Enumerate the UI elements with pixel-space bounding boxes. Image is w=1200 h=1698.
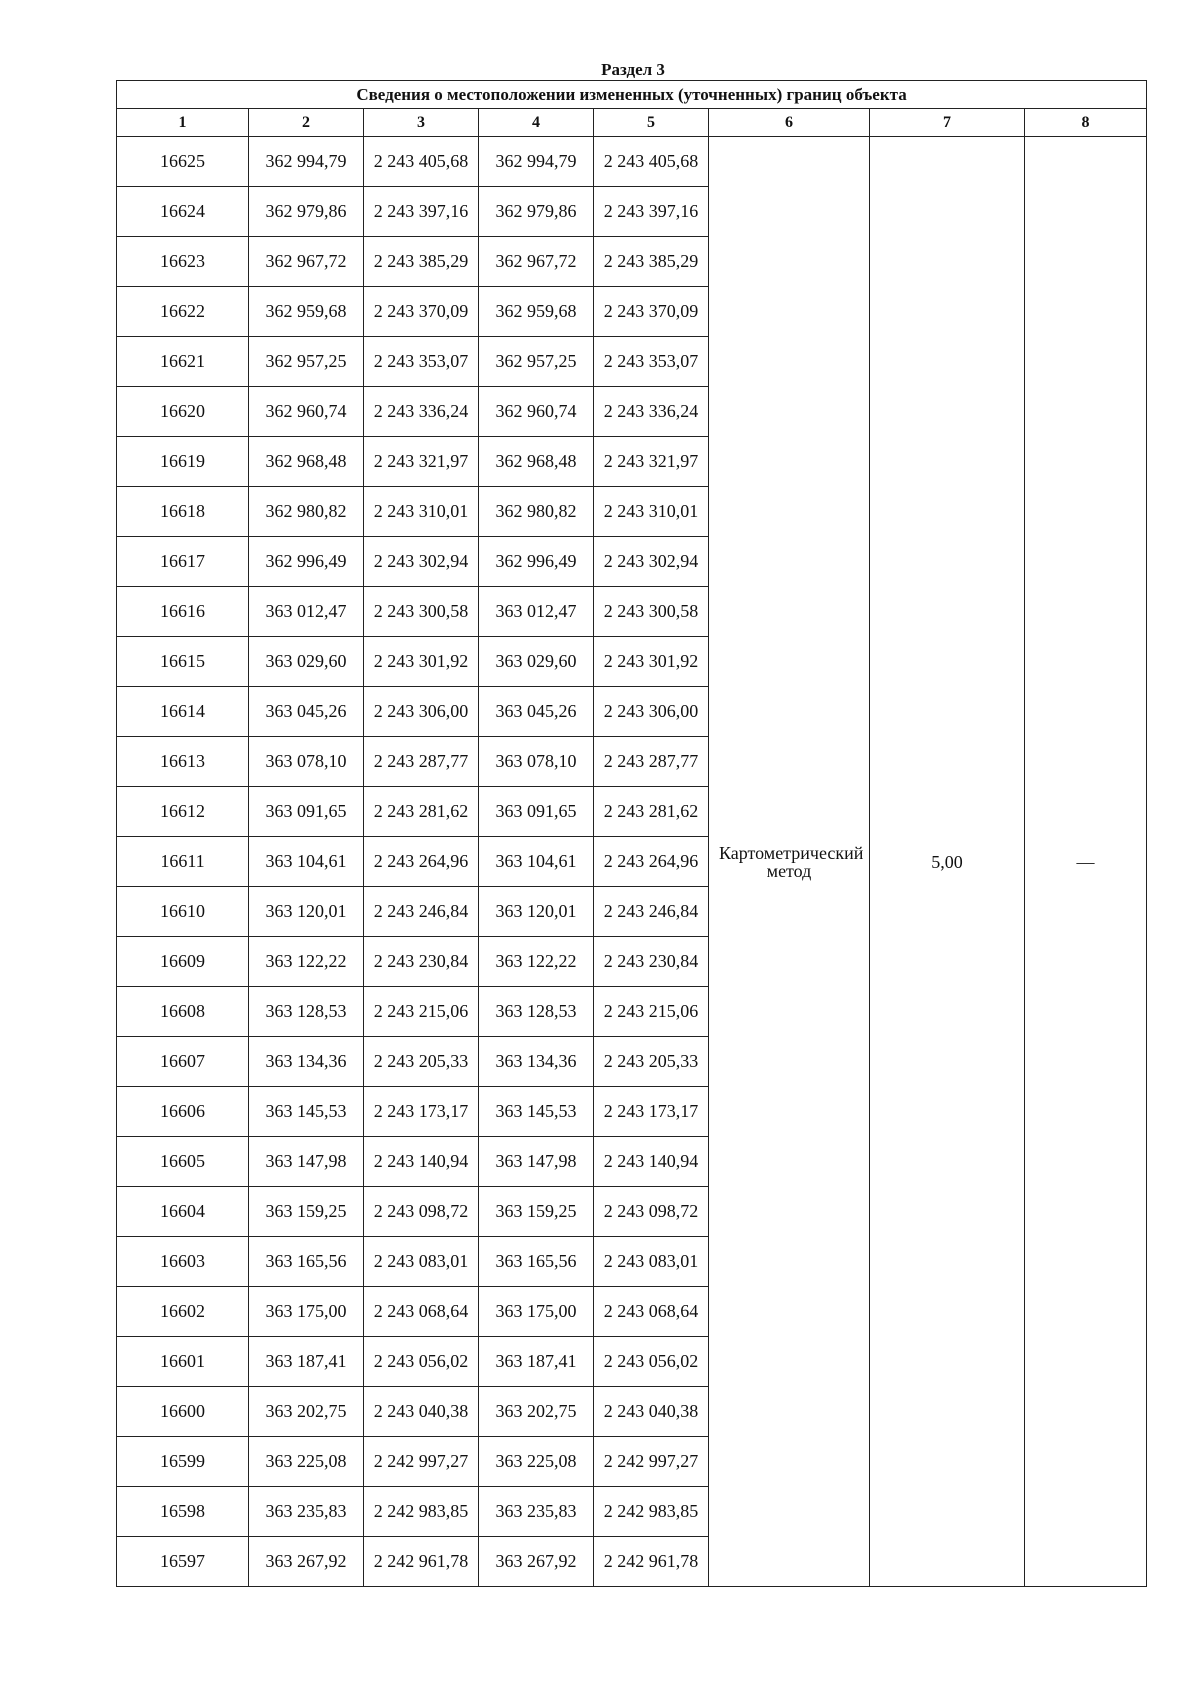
x-existing-cell: 362 957,25	[249, 337, 364, 387]
column-number-4: 4	[479, 109, 594, 137]
table-body	[117, 137, 1147, 1587]
y-existing-cell: 2 243 173,17	[364, 1087, 479, 1137]
point-number-cell: 16605	[117, 1137, 249, 1187]
y-new-cell: 2 243 302,94	[594, 537, 709, 587]
point-number-cell: 16624	[117, 187, 249, 237]
x-existing-cell: 363 147,98	[249, 1137, 364, 1187]
y-existing-cell: 2 243 246,84	[364, 887, 479, 937]
y-new-cell: 2 243 405,68	[594, 137, 709, 187]
point-number-cell: 16617	[117, 537, 249, 587]
y-existing-cell: 2 243 385,29	[364, 237, 479, 287]
y-existing-cell: 2 242 983,85	[364, 1487, 479, 1537]
x-existing-cell: 363 012,47	[249, 587, 364, 637]
y-new-cell: 2 242 997,27	[594, 1437, 709, 1487]
point-number-cell: 16604	[117, 1187, 249, 1237]
point-number-cell: 16607	[117, 1037, 249, 1087]
x-new-cell: 363 078,10	[479, 737, 594, 787]
point-number-cell: 16619	[117, 437, 249, 487]
x-new-cell: 362 996,49	[479, 537, 594, 587]
point-number-cell: 16613	[117, 737, 249, 787]
x-existing-cell: 363 165,56	[249, 1237, 364, 1287]
column8-cell: —	[1025, 137, 1147, 1587]
x-new-cell: 363 165,56	[479, 1237, 594, 1287]
x-existing-cell: 363 128,53	[249, 987, 364, 1037]
y-existing-cell: 2 243 281,62	[364, 787, 479, 837]
boundary-table	[116, 80, 1147, 1587]
x-new-cell: 362 980,82	[479, 487, 594, 537]
y-existing-cell: 2 243 306,00	[364, 687, 479, 737]
x-existing-cell: 362 960,74	[249, 387, 364, 437]
y-existing-cell: 2 243 397,16	[364, 187, 479, 237]
x-existing-cell: 362 959,68	[249, 287, 364, 337]
point-number-cell: 16616	[117, 587, 249, 637]
point-number-cell: 16621	[117, 337, 249, 387]
column-number-7: 7	[870, 109, 1025, 137]
y-existing-cell: 2 243 068,64	[364, 1287, 479, 1337]
point-number-cell: 16606	[117, 1087, 249, 1137]
column-number-row	[117, 109, 1147, 137]
y-new-cell: 2 243 310,01	[594, 487, 709, 537]
x-existing-cell: 363 045,26	[249, 687, 364, 737]
column-number-8: 8	[1025, 109, 1147, 137]
point-number-cell: 16600	[117, 1387, 249, 1437]
y-new-cell: 2 243 230,84	[594, 937, 709, 987]
point-number-cell: 16597	[117, 1537, 249, 1587]
y-existing-cell: 2 243 140,94	[364, 1137, 479, 1187]
x-new-cell: 363 128,53	[479, 987, 594, 1037]
y-existing-cell: 2 243 264,96	[364, 837, 479, 887]
x-new-cell: 363 145,53	[479, 1087, 594, 1137]
x-new-cell: 363 225,08	[479, 1437, 594, 1487]
point-number-cell: 16625	[117, 137, 249, 187]
x-existing-cell: 363 145,53	[249, 1087, 364, 1137]
x-new-cell: 363 202,75	[479, 1387, 594, 1437]
x-new-cell: 363 045,26	[479, 687, 594, 737]
x-existing-cell: 363 175,00	[249, 1287, 364, 1337]
y-existing-cell: 2 243 370,09	[364, 287, 479, 337]
x-existing-cell: 363 122,22	[249, 937, 364, 987]
y-new-cell: 2 243 173,17	[594, 1087, 709, 1137]
x-new-cell: 362 957,25	[479, 337, 594, 387]
y-new-cell: 2 243 301,92	[594, 637, 709, 687]
y-new-cell: 2 243 068,64	[594, 1287, 709, 1337]
y-existing-cell: 2 243 336,24	[364, 387, 479, 437]
x-new-cell: 363 104,61	[479, 837, 594, 887]
section-title: Раздел 3	[601, 60, 665, 79]
x-new-cell: 362 968,48	[479, 437, 594, 487]
x-existing-cell: 363 091,65	[249, 787, 364, 837]
point-number-cell: 16622	[117, 287, 249, 337]
y-existing-cell: 2 243 287,77	[364, 737, 479, 787]
point-number-cell: 16608	[117, 987, 249, 1037]
y-existing-cell: 2 243 301,92	[364, 637, 479, 687]
y-new-cell: 2 243 353,07	[594, 337, 709, 387]
y-existing-cell: 2 243 205,33	[364, 1037, 479, 1087]
point-number-cell: 16609	[117, 937, 249, 987]
y-new-cell: 2 243 056,02	[594, 1337, 709, 1387]
y-new-cell: 2 242 961,78	[594, 1537, 709, 1587]
point-number-cell: 16599	[117, 1437, 249, 1487]
y-new-cell: 2 243 370,09	[594, 287, 709, 337]
y-new-cell: 2 243 083,01	[594, 1237, 709, 1287]
y-new-cell: 2 243 397,16	[594, 187, 709, 237]
point-number-cell: 16611	[117, 837, 249, 887]
x-new-cell: 363 267,92	[479, 1537, 594, 1587]
x-existing-cell: 362 996,49	[249, 537, 364, 587]
x-new-cell: 363 159,25	[479, 1187, 594, 1237]
point-number-cell: 16615	[117, 637, 249, 687]
y-new-cell: 2 243 336,24	[594, 387, 709, 437]
y-existing-cell: 2 243 040,38	[364, 1387, 479, 1437]
x-new-cell: 363 235,83	[479, 1487, 594, 1537]
x-existing-cell: 363 225,08	[249, 1437, 364, 1487]
y-new-cell: 2 243 215,06	[594, 987, 709, 1037]
x-new-cell: 363 175,00	[479, 1287, 594, 1337]
y-new-cell: 2 243 385,29	[594, 237, 709, 287]
y-existing-cell: 2 243 353,07	[364, 337, 479, 387]
point-number-cell: 16620	[117, 387, 249, 437]
x-new-cell: 363 134,36	[479, 1037, 594, 1087]
y-new-cell: 2 243 321,97	[594, 437, 709, 487]
column-number-1: 1	[117, 109, 249, 137]
x-existing-cell: 363 187,41	[249, 1337, 364, 1387]
y-new-cell: 2 243 306,00	[594, 687, 709, 737]
x-existing-cell: 363 159,25	[249, 1187, 364, 1237]
y-new-cell: 2 243 205,33	[594, 1037, 709, 1087]
x-existing-cell: 363 202,75	[249, 1387, 364, 1437]
column-number-3: 3	[364, 109, 479, 137]
x-existing-cell: 362 994,79	[249, 137, 364, 187]
x-existing-cell: 363 120,01	[249, 887, 364, 937]
x-new-cell: 363 091,65	[479, 787, 594, 837]
x-new-cell: 362 960,74	[479, 387, 594, 437]
y-existing-cell: 2 243 310,01	[364, 487, 479, 537]
x-new-cell: 363 029,60	[479, 637, 594, 687]
y-new-cell: 2 242 983,85	[594, 1487, 709, 1537]
method-text: Картометрический метод	[719, 842, 864, 881]
column-number-2: 2	[249, 109, 364, 137]
column-number-6: 6	[709, 109, 870, 137]
table-caption: Сведения о местоположении измененных (уточненных) границ объекта	[117, 81, 1147, 109]
accuracy-cell: 5,00	[870, 137, 1025, 1587]
point-number-cell: 16601	[117, 1337, 249, 1387]
x-new-cell: 362 979,86	[479, 187, 594, 237]
x-new-cell: 363 012,47	[479, 587, 594, 637]
y-existing-cell: 2 243 302,94	[364, 537, 479, 587]
x-existing-cell: 362 979,86	[249, 187, 364, 237]
x-existing-cell: 362 968,48	[249, 437, 364, 487]
point-number-cell: 16610	[117, 887, 249, 937]
x-existing-cell: 363 104,61	[249, 837, 364, 887]
x-new-cell: 363 120,01	[479, 887, 594, 937]
x-existing-cell: 362 967,72	[249, 237, 364, 287]
x-new-cell: 363 122,22	[479, 937, 594, 987]
point-number-cell: 16603	[117, 1237, 249, 1287]
method-cell	[709, 137, 870, 1587]
table-row	[117, 137, 1147, 187]
x-existing-cell: 363 078,10	[249, 737, 364, 787]
y-existing-cell: 2 243 230,84	[364, 937, 479, 987]
y-new-cell: 2 243 287,77	[594, 737, 709, 787]
y-existing-cell: 2 242 961,78	[364, 1537, 479, 1587]
point-number-cell: 16623	[117, 237, 249, 287]
y-new-cell: 2 243 140,94	[594, 1137, 709, 1187]
y-new-cell: 2 243 040,38	[594, 1387, 709, 1437]
point-number-cell: 16602	[117, 1287, 249, 1337]
column-number-5: 5	[594, 109, 709, 137]
point-number-cell: 16614	[117, 687, 249, 737]
y-existing-cell: 2 243 098,72	[364, 1187, 479, 1237]
x-existing-cell: 363 235,83	[249, 1487, 364, 1537]
x-existing-cell: 363 029,60	[249, 637, 364, 687]
y-existing-cell: 2 243 215,06	[364, 987, 479, 1037]
x-new-cell: 363 187,41	[479, 1337, 594, 1387]
x-existing-cell: 363 134,36	[249, 1037, 364, 1087]
x-new-cell: 363 147,98	[479, 1137, 594, 1187]
y-existing-cell: 2 243 083,01	[364, 1237, 479, 1287]
point-number-cell: 16598	[117, 1487, 249, 1537]
y-existing-cell: 2 243 056,02	[364, 1337, 479, 1387]
y-new-cell: 2 243 300,58	[594, 587, 709, 637]
y-existing-cell: 2 243 321,97	[364, 437, 479, 487]
y-new-cell: 2 243 098,72	[594, 1187, 709, 1237]
y-new-cell: 2 243 281,62	[594, 787, 709, 837]
x-existing-cell: 362 980,82	[249, 487, 364, 537]
y-existing-cell: 2 243 300,58	[364, 587, 479, 637]
y-new-cell: 2 243 264,96	[594, 837, 709, 887]
point-number-cell: 16618	[117, 487, 249, 537]
x-new-cell: 362 959,68	[479, 287, 594, 337]
point-number-cell: 16612	[117, 787, 249, 837]
x-existing-cell: 363 267,92	[249, 1537, 364, 1587]
x-new-cell: 362 967,72	[479, 237, 594, 287]
y-existing-cell: 2 243 405,68	[364, 137, 479, 187]
y-new-cell: 2 243 246,84	[594, 887, 709, 937]
x-new-cell: 362 994,79	[479, 137, 594, 187]
y-existing-cell: 2 242 997,27	[364, 1437, 479, 1487]
